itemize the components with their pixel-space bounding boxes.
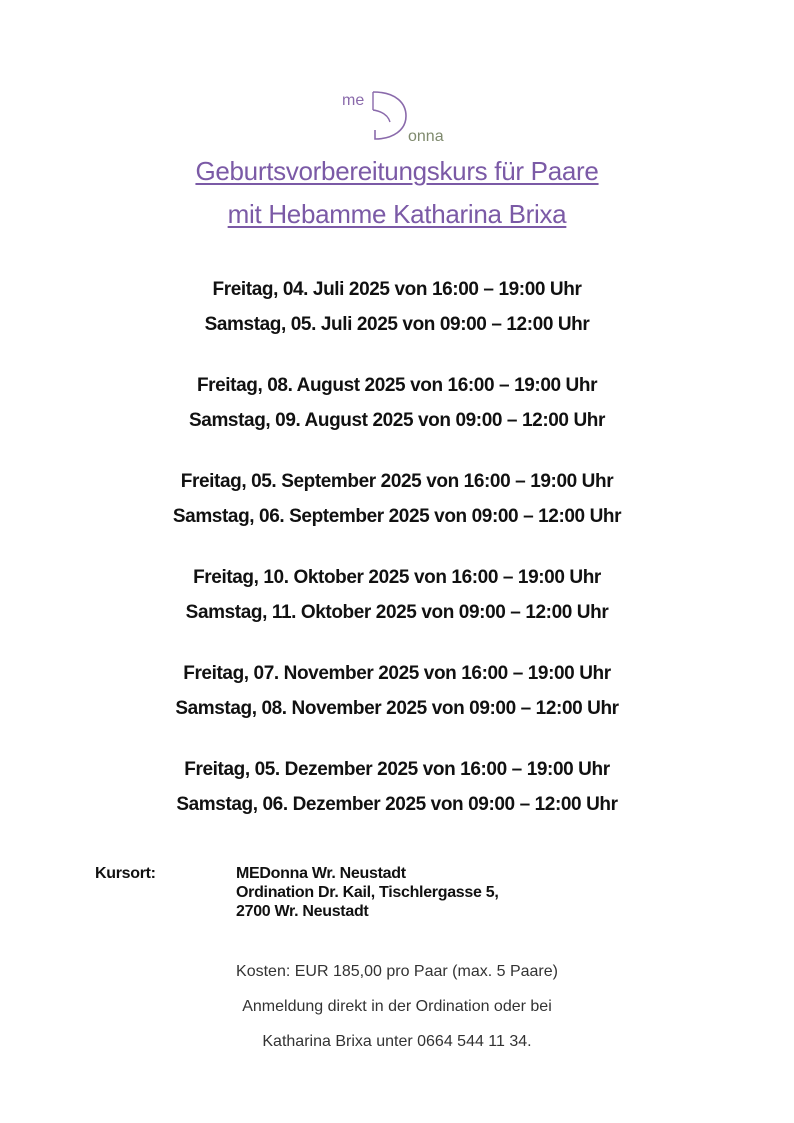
date-friday: Freitag, 05. Dezember 2025 von 16:00 – 19:00 Uhr [184, 759, 610, 780]
course-dates-list [0, 272, 794, 848]
date-group-september [0, 464, 794, 534]
page-title-line-2: mit Hebamme Katharina Brixa [227, 199, 567, 229]
date-group-november [0, 656, 794, 726]
contact-text: Katharina Brixa unter 0664 544 11 34. [262, 1033, 532, 1050]
venue-street: Ordination Dr. Kail, Tischlergasse 5, [236, 884, 499, 901]
registration-text: Anmeldung direkt in der Ordination oder bei [242, 998, 552, 1015]
page-title-line-1: Geburtsvorbereitungskurs für Paare [195, 156, 599, 186]
logo-d-shape [373, 92, 406, 139]
venue-city: 2700 Wr. Neustadt [236, 903, 369, 920]
date-group-august [0, 368, 794, 438]
date-friday: Freitag, 04. Juli 2025 von 16:00 – 19:00 Uhr [212, 279, 582, 300]
venue-address [236, 864, 656, 921]
cost-text: Kosten: EUR 185,00 pro Paar (max. 5 Paare) [236, 963, 558, 980]
logo-donna-text: onna [408, 128, 444, 145]
date-saturday: Samstag, 11. Oktober 2025 von 09:00 – 12:00 Uhr [185, 602, 609, 623]
date-saturday: Samstag, 08. November 2025 von 09:00 – 12:00 Uhr [175, 698, 619, 719]
date-friday: Freitag, 08. August 2025 von 16:00 – 19:00 Uhr [196, 375, 598, 396]
date-saturday: Samstag, 09. August 2025 von 09:00 – 12:00 Uhr [189, 410, 605, 431]
date-saturday: Samstag, 05. Juli 2025 von 09:00 – 12:00 Uhr [204, 314, 590, 335]
info-block [0, 954, 794, 1059]
date-group-december [0, 752, 794, 822]
logo-me-text: me [342, 92, 365, 109]
date-saturday: Samstag, 06. September 2025 von 09:00 – 12:00 Uhr [172, 506, 622, 527]
date-friday: Freitag, 05. September 2025 von 16:00 – 19:00 Uhr [180, 471, 614, 492]
logo-d-stem [373, 92, 390, 122]
date-friday: Freitag, 10. Oktober 2025 von 16:00 – 19:00 Uhr [193, 567, 601, 588]
date-saturday: Samstag, 06. Dezember 2025 von 09:00 – 12:00 Uhr [176, 794, 618, 815]
medonna-logo [335, 86, 460, 146]
date-friday: Freitag, 07. November 2025 von 16:00 – 19:00 Uhr [183, 663, 611, 684]
date-group-october [0, 560, 794, 630]
date-group-july [0, 272, 794, 342]
venue-label: Kursort: [95, 865, 156, 882]
venue-name: MEDonna Wr. Neustadt [236, 865, 406, 882]
